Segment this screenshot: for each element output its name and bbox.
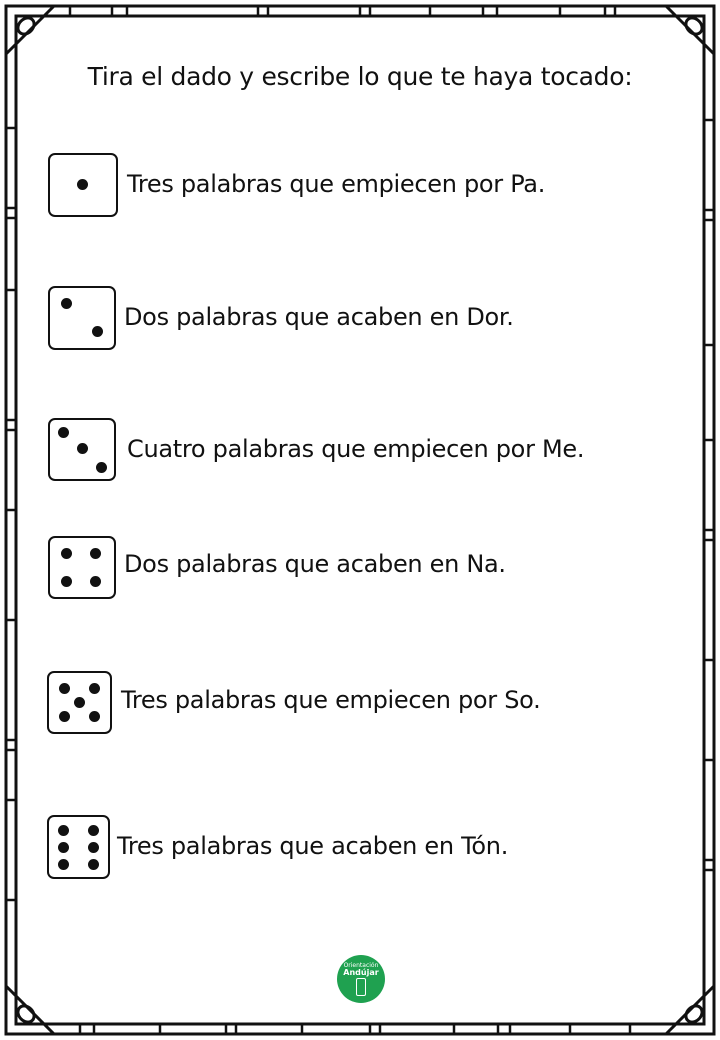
item-text: Dos palabras que acaben en Na.	[124, 550, 506, 578]
list-item	[0, 812, 720, 892]
item-text: Tres palabras que acaben en Tón.	[117, 832, 509, 860]
pencil-icon	[356, 978, 366, 996]
item-text: Cuatro palabras que empiecen por Me.	[127, 435, 585, 463]
list-item	[0, 415, 720, 495]
die-two-icon	[48, 286, 116, 350]
die-one-icon	[48, 153, 118, 217]
orientacion-andujar-logo	[337, 955, 385, 1003]
item-text: Tres palabras que empiecen por So.	[121, 686, 541, 714]
logo-line1: Orientación	[343, 962, 379, 969]
list-item	[0, 283, 720, 363]
die-four-icon	[48, 536, 116, 599]
list-item	[0, 533, 720, 613]
die-three-icon	[48, 418, 116, 481]
list-item	[0, 668, 720, 748]
die-six-icon	[47, 815, 110, 879]
item-text: Tres palabras que empiecen por Pa.	[127, 170, 546, 198]
die-five-icon	[47, 671, 112, 734]
instruction-heading: Tira el dado y escribe lo que te haya tocado:	[87, 62, 633, 91]
list-item	[0, 150, 720, 230]
item-text: Dos palabras que acaben en Dor.	[124, 303, 514, 331]
logo-line2: Andújar	[343, 968, 379, 977]
